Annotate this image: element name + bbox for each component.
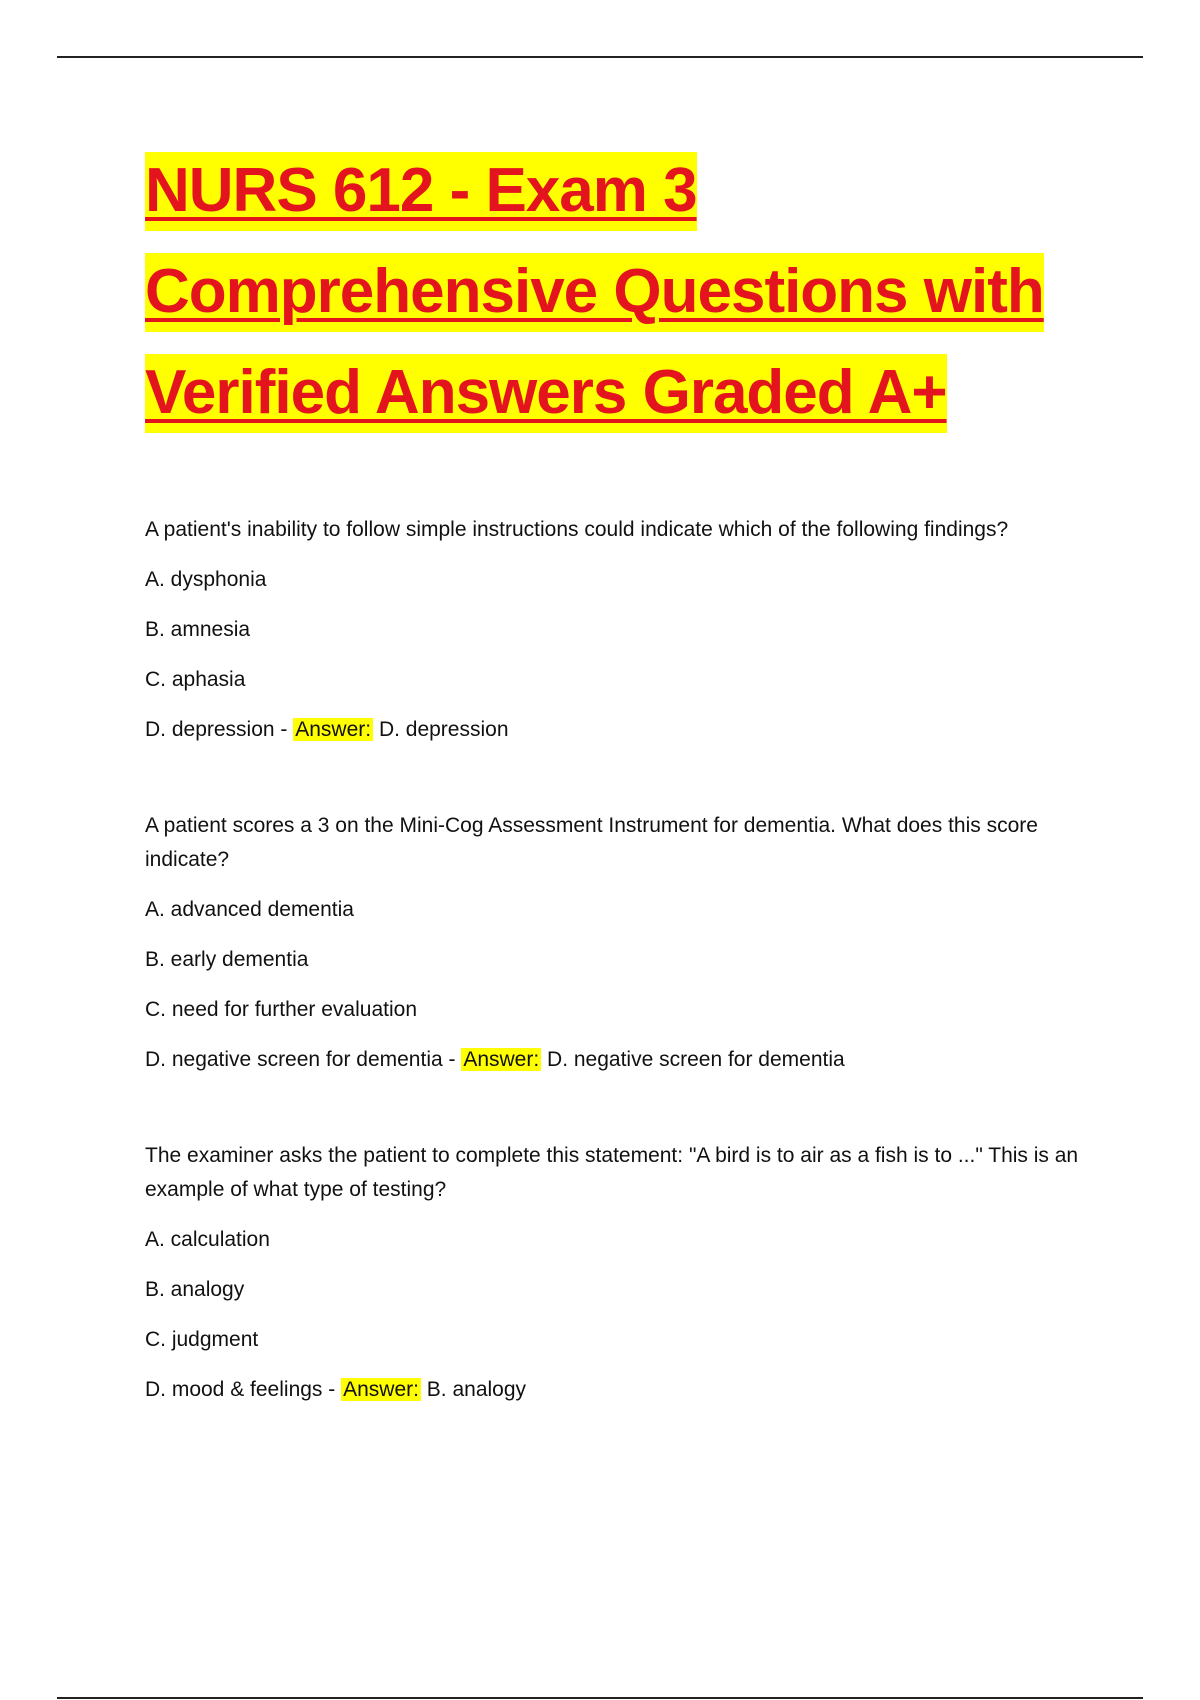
bottom-rule	[57, 1697, 1143, 1699]
option-c: C. judgment	[145, 1328, 259, 1351]
document-title	[145, 140, 1085, 443]
option-d: D. depression -	[145, 718, 294, 741]
answer-label: Answer:	[295, 718, 372, 741]
document-body	[145, 140, 1085, 1469]
question-text: The examiner asks the patient to complete this statement: "A bird is to air as a fish is to ..." This is an example of what type of testing?	[145, 1144, 1079, 1201]
answer-text: D. depression	[378, 718, 509, 741]
answer-text: D. negative screen for dementia	[547, 1048, 845, 1071]
option-b: B. early dementia	[145, 948, 309, 971]
question-3	[145, 1139, 1085, 1407]
top-rule	[57, 56, 1143, 58]
answer-label: Answer:	[343, 1378, 419, 1401]
option-d: D. mood & feelings -	[145, 1378, 342, 1401]
question-1	[145, 513, 1085, 747]
option-c: C. aphasia	[145, 668, 246, 691]
option-c: C. need for further evaluation	[145, 998, 417, 1021]
option-d-with-answer	[145, 1043, 1085, 1077]
question-text: A patient's inability to follow simple instructions could indicate which of the following findings?	[145, 518, 1009, 541]
answer-label: Answer:	[463, 1048, 540, 1071]
question-text: A patient scores a 3 on the Mini-Cog Assessment Instrument for dementia. What does this score indicate?	[145, 814, 1038, 871]
option-a: A. advanced dementia	[145, 898, 354, 921]
option-b: B. amnesia	[145, 618, 251, 641]
option-d-with-answer	[145, 713, 1085, 747]
question-2	[145, 809, 1085, 1077]
option-b: B. analogy	[145, 1278, 245, 1301]
answer-text: B. analogy	[426, 1378, 527, 1401]
option-d: D. negative screen for dementia -	[145, 1048, 462, 1071]
option-a: A. calculation	[145, 1228, 270, 1251]
document-title-text: NURS 612 - Exam 3 Comprehensive Questions with Verified Answers Graded A+	[145, 152, 1044, 433]
option-d-with-answer	[145, 1373, 1085, 1407]
option-a: A. dysphonia	[145, 568, 267, 591]
